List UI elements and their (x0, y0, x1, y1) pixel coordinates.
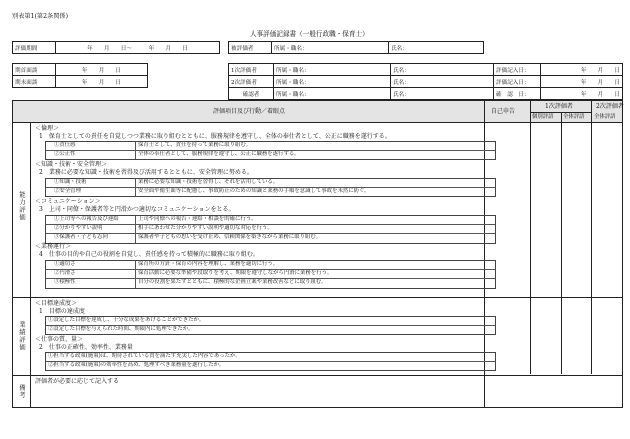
criteria-row (46, 224, 495, 233)
column-header-item: 評価項目及び行動／着眼点 (213, 108, 286, 115)
criteria-value: 安全面や衛生面等に配慮し、事故防止のための知識と業務の手順を意識して事故を未然に防ぐ。 (138, 188, 370, 195)
criteria-value: 業務に必要な知識・技術を習得し、それを活用している。 (138, 179, 279, 185)
criteria-row (46, 216, 495, 224)
criteria-value: 保護者や子どもの思いを受け止め、信頼関係を築きながら業務に取り組む。 (138, 234, 322, 241)
criteria-value: ①担当する政策(施策)は、期待されている質を満たす充実した内容であったか。 (48, 353, 241, 359)
evaluator-row (229, 88, 623, 100)
evaluation-period-label: 評価期間 (13, 42, 56, 54)
col-divider (561, 112, 562, 374)
criteria-row (46, 187, 495, 196)
criteria-value: 自分の役割を果たすとともに、積極的な企画立案や業務改善などに取り組む。 (138, 279, 327, 286)
form-reference: 別表第1(第2条関係) (12, 13, 69, 20)
evaluator-date-label: 確 認 日： (494, 88, 541, 100)
interview-label-end: 期末面談 (13, 76, 56, 88)
criteria-row (46, 142, 495, 150)
criteria-value: ①設定した目標を達成し、十分な成果をあげることができたか。 (48, 317, 205, 323)
criteria-key: ①責任感 (46, 142, 136, 150)
evaluator-label: 2次評価者 (229, 76, 274, 88)
evaluator-label: 1次評価者 (229, 64, 274, 76)
criteria-key: ①適切さ (46, 261, 136, 269)
ability-label: 能力評価 (18, 191, 26, 221)
column-header-overall-second: 全体評語 (594, 114, 616, 120)
evaluator-date-field[interactable]: 年 月 日 (541, 64, 623, 76)
criteria-value: 全体の奉仕者として、服務規律を遵守し、公正に職務を遂行する。 (138, 151, 300, 158)
remarks-text[interactable]: 評価者が必要に応じて記入する (35, 378, 120, 385)
section-description: 4 仕事の目的や自己の役割を自覚し、責任感を持って積極的に職務に取り組む。 (39, 251, 259, 258)
evaluator-dept-field[interactable]: 所属・職名： (274, 64, 391, 76)
criteria-box (45, 215, 496, 244)
criteria-key: ②分かりやすい説明 (46, 225, 136, 233)
criteria-row (46, 261, 495, 269)
criteria-key: ②円滑さ (46, 270, 136, 278)
section-heading: ＜目標達成度＞ (35, 300, 78, 307)
interview-date-start[interactable]: 年 月 日 (56, 64, 148, 76)
evaluators-table (228, 63, 623, 100)
col-divider (530, 101, 531, 374)
col-divider (591, 101, 592, 374)
criteria-key: ③保護者・子ども志向 (46, 234, 136, 242)
column-header-overall: 全体評語 (563, 114, 585, 120)
criteria-box (45, 141, 496, 160)
evaluator-date-field[interactable]: 年 月 日 (541, 88, 623, 100)
criteria-row (46, 233, 495, 242)
criteria-key: ①上司等への報告及び連絡 (46, 216, 136, 224)
results-label: 業績評価 (18, 321, 26, 351)
evaluator-name-field[interactable]: 氏名： (391, 88, 494, 100)
col-divider (30, 122, 31, 407)
evaluator-row (229, 76, 623, 88)
evaluator-name-field[interactable]: 氏名： (391, 76, 494, 88)
criteria-value: 上司や同僚への報告・連絡・相談を的確に行う。 (138, 216, 257, 222)
criteria-row (46, 353, 495, 361)
criteria-value: ②設定した目標を与えられた時間、期限内に処理できたか。 (48, 326, 194, 333)
row-divider (530, 112, 591, 113)
evaluation-period-field[interactable]: 年 月 日〜 年 月 日 (56, 42, 220, 54)
criteria-row (46, 269, 495, 278)
row-divider (13, 297, 622, 298)
evaluator-label: 確認者 (229, 88, 274, 100)
interview-label-start: 期首面談 (13, 64, 56, 76)
column-header-self: 自己申告 (491, 108, 516, 115)
criteria-key: ③積極性 (46, 279, 136, 287)
column-header-first: 1次評価者 (545, 103, 573, 110)
evaluator-dept-field[interactable]: 所属・職名： (274, 76, 391, 88)
interview-table (12, 63, 148, 88)
section-description: 2 仕事の正確性、効率性、業務量 (39, 344, 133, 351)
evaluator-name-field[interactable]: 氏名： (391, 64, 494, 76)
remarks-label: 備考 (18, 384, 26, 399)
evaluator-date-field[interactable]: 年 月 日 (541, 76, 623, 88)
criteria-value: 保育所の方針・保育の内容を理解し、業務を適切に行う。 (138, 261, 279, 267)
criteria-key: ②安全管理 (46, 188, 136, 196)
evaluatee-label: 被評価者 (229, 42, 272, 54)
column-header-second: 2次評価者 (596, 103, 624, 110)
criteria-value: 相手にあわせた分かりやすい説明や適切な対応を行う。 (138, 225, 273, 232)
evaluator-row (229, 64, 623, 76)
section-description: 1 目標の達成度 (39, 308, 85, 315)
criteria-box (45, 178, 496, 197)
section-heading: ＜知識・技術・安全管理＞ (35, 161, 108, 168)
section-heading: ＜倫理＞ (35, 125, 60, 132)
criteria-row (46, 361, 495, 370)
criteria-row (46, 325, 495, 334)
column-header-individual: 個別評語 (532, 114, 554, 120)
section-description: 3 上司・同僚・保護者等と円滑かつ適切なコミュニケーションをとる。 (39, 206, 235, 213)
evaluator-date-label: 評価記入日： (494, 64, 541, 76)
section-description: 2 業務に必要な知識・技術を習得及び活用するとともに、安全管理に努める。 (39, 169, 253, 176)
criteria-value: 保育士として、責任を持って業務に取り組む。 (138, 142, 252, 148)
criteria-key: ①知識・技術 (46, 179, 136, 187)
section-heading: ＜コミュニケーション＞ (35, 198, 101, 205)
section-description: 1 保育士としての責任を自覚しつつ業務に取り組むとともに、服務規律を遵守し、全体の奉仕者として、公正に職務を遂行する。 (39, 133, 391, 140)
evaluatee-dept-field[interactable]: 所属・職名： (272, 42, 389, 54)
row-divider (13, 122, 622, 123)
criteria-row (46, 150, 495, 159)
section-heading: ＜業務運行＞ (35, 243, 72, 250)
evaluator-date-label: 評価記入日： (494, 76, 541, 88)
criteria-key: ②公正性 (46, 151, 136, 159)
interview-date-end[interactable]: 年 月 日 (56, 76, 148, 88)
row-divider (13, 375, 622, 376)
criteria-box (45, 352, 496, 371)
criteria-row (46, 179, 495, 187)
evaluator-dept-field[interactable]: 所属・職名： (274, 88, 391, 100)
evaluation-table (12, 100, 623, 408)
criteria-box (45, 316, 496, 335)
criteria-box (45, 260, 496, 289)
evaluatee-name-field[interactable]: 氏名： (389, 42, 484, 54)
section-heading: ＜仕事の質、量＞ (35, 336, 84, 343)
evaluatee-table (228, 41, 484, 54)
criteria-row (46, 317, 495, 325)
criteria-value: 保育活動に必要な準備や段取りを考え、期限を遵守しながら円滑に業務を行う。 (138, 270, 333, 277)
criteria-value: ②担当する政策(施策)の効率性を高め、処理すべき業務量を遂行したか。 (48, 362, 225, 369)
page-title: 人事評価記録書（一般行政職・保育士） (250, 30, 369, 38)
criteria-row (46, 278, 495, 287)
evaluation-period-table (12, 41, 220, 54)
